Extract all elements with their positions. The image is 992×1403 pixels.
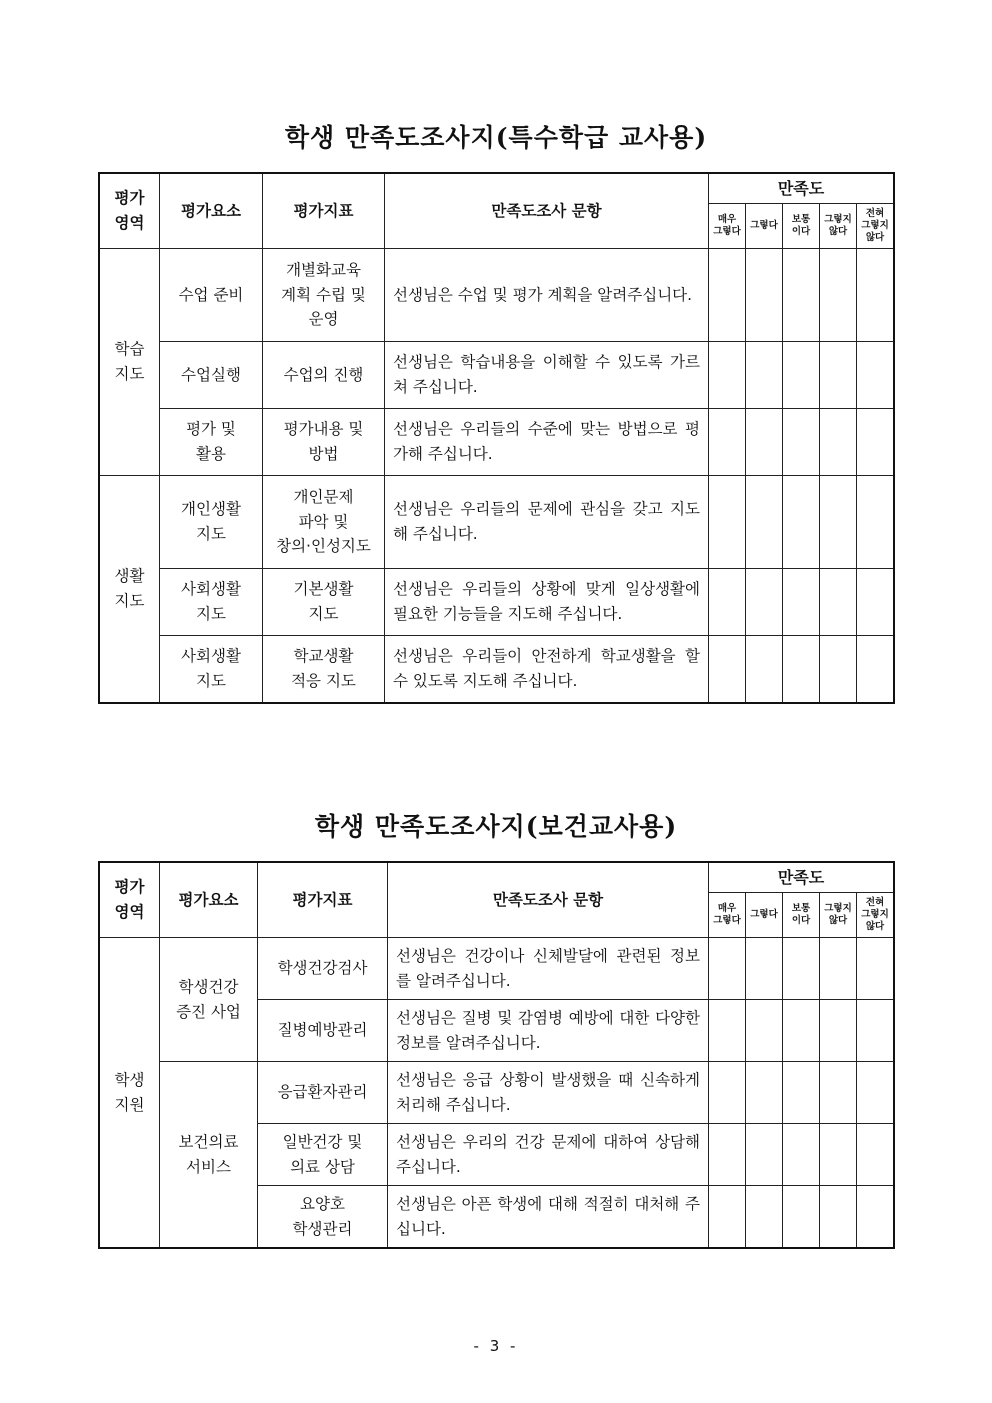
question-cell: 선생님은 우리들이 안전하게 학교생활을 할 수 있도록 지도해 주십니다. [385,636,709,703]
question-cell: 선생님은 우리들의 상황에 맞게 일상생활에 필요한 기능들을 지도해 주십니다. [385,569,709,636]
rating-cell[interactable] [783,409,820,476]
rating-cell[interactable] [709,636,746,703]
element-cell: 수업실행 [160,342,263,409]
rating-cell[interactable] [746,476,783,569]
rating-cell[interactable] [857,1062,894,1124]
area-cell: 학생 지원 [100,938,160,1248]
rating-cell[interactable] [857,476,894,569]
rating-cell[interactable] [709,569,746,636]
survey1-title: 학생 만족도조사지(특수학급 교사용) [284,123,708,152]
rating-cell[interactable] [783,569,820,636]
header-area: 평가 영역 [100,863,160,938]
rating-cell[interactable] [857,1124,894,1186]
question-cell: 선생님은 학습내용을 이해할 수 있도록 가르쳐 주십니다. [385,342,709,409]
header-area: 평가 영역 [100,174,160,249]
rating-cell[interactable] [709,1124,746,1186]
option-disagree: 그렇지 않다 [820,893,857,938]
rating-cell[interactable] [746,409,783,476]
rating-cell[interactable] [783,1186,820,1248]
rating-cell[interactable] [746,1186,783,1248]
survey2-table [99,862,894,1248]
table-row [100,636,894,703]
rating-cell[interactable] [857,569,894,636]
element-cell: 수업 준비 [160,249,263,342]
rating-cell[interactable] [820,249,857,342]
element-cell: 사회생활 지도 [160,636,263,703]
rating-cell[interactable] [783,1000,820,1062]
element-cell: 학생건강 증진 사업 [160,938,258,1062]
header-indicator: 평가지표 [263,174,385,249]
rating-cell[interactable] [820,938,857,1000]
question-cell: 선생님은 수업 및 평가 계획을 알려주십니다. [385,249,709,342]
header-question: 만족도조사 문항 [388,863,709,938]
header-indicator: 평가지표 [258,863,388,938]
table-row [100,938,894,1000]
option-neutral: 보통 이다 [783,204,820,249]
rating-cell[interactable] [746,636,783,703]
option-agree: 그렇다 [746,204,783,249]
element-cell: 보건의료 서비스 [160,1062,258,1248]
rating-cell[interactable] [746,1000,783,1062]
rating-cell[interactable] [746,249,783,342]
rating-cell[interactable] [857,938,894,1000]
survey1-table [99,173,894,703]
option-neutral: 보통 이다 [783,893,820,938]
rating-cell[interactable] [783,1062,820,1124]
rating-cell[interactable] [820,1124,857,1186]
area-cell: 생활 지도 [100,476,160,703]
rating-cell[interactable] [709,1000,746,1062]
rating-cell[interactable] [820,569,857,636]
indicator-cell: 질병예방관리 [258,1000,388,1062]
rating-cell[interactable] [783,249,820,342]
header-satisfaction: 만족도 [709,863,894,893]
rating-cell[interactable] [783,476,820,569]
header-element: 평가요소 [160,863,258,938]
rating-cell[interactable] [783,938,820,1000]
rating-cell[interactable] [746,1124,783,1186]
rating-cell[interactable] [857,249,894,342]
question-cell: 선생님은 건강이나 신체발달에 관련된 정보를 알려주십니다. [388,938,709,1000]
rating-cell[interactable] [709,476,746,569]
indicator-cell: 요양호 학생관리 [258,1186,388,1248]
page-number: - 3 - [473,1337,519,1355]
table-row [100,249,894,342]
rating-cell[interactable] [820,476,857,569]
rating-cell[interactable] [857,342,894,409]
indicator-cell: 개인문제 파악 및 창의·인성지도 [263,476,385,569]
rating-cell[interactable] [746,569,783,636]
rating-cell[interactable] [746,938,783,1000]
rating-cell[interactable] [820,636,857,703]
element-cell: 평가 및 활용 [160,409,263,476]
question-cell: 선생님은 우리의 건강 문제에 대하여 상담해 주십니다. [388,1124,709,1186]
area-cell: 학습 지도 [100,249,160,476]
option-disagree: 그렇지 않다 [820,204,857,249]
table-row [100,1062,894,1124]
question-cell: 선생님은 응급 상황이 발생했을 때 신속하게 처리해 주십니다. [388,1062,709,1124]
rating-cell[interactable] [820,1186,857,1248]
question-cell: 선생님은 우리들의 문제에 관심을 갖고 지도해 주십니다. [385,476,709,569]
rating-cell[interactable] [857,409,894,476]
rating-cell[interactable] [820,1000,857,1062]
table-row [100,569,894,636]
table-row [100,409,894,476]
rating-cell[interactable] [820,1062,857,1124]
indicator-cell: 학생건강검사 [258,938,388,1000]
option-agree: 그렇다 [746,893,783,938]
rating-cell[interactable] [783,636,820,703]
option-strongly-disagree: 전혀 그렇지 않다 [857,204,894,249]
rating-cell[interactable] [857,1186,894,1248]
indicator-cell: 일반건강 및 의료 상담 [258,1124,388,1186]
rating-cell[interactable] [820,342,857,409]
table-row [100,342,894,409]
rating-cell[interactable] [709,342,746,409]
question-cell: 선생님은 아픈 학생에 대해 적절히 대처해 주십니다. [388,1186,709,1248]
rating-cell[interactable] [820,409,857,476]
indicator-cell: 학교생활 적응 지도 [263,636,385,703]
rating-cell[interactable] [746,342,783,409]
indicator-cell: 기본생활 지도 [263,569,385,636]
header-element: 평가요소 [160,174,263,249]
rating-cell[interactable] [783,1124,820,1186]
rating-cell[interactable] [746,1062,783,1124]
indicator-cell: 응급환자관리 [258,1062,388,1124]
rating-cell[interactable] [783,342,820,409]
table-row [100,476,894,569]
indicator-cell: 평가내용 및 방법 [263,409,385,476]
header-satisfaction: 만족도 [709,174,894,204]
rating-cell[interactable] [709,249,746,342]
survey2-title: 학생 만족도조사지(보건교사용) [314,812,678,841]
question-cell: 선생님은 질병 및 감염병 예방에 대한 다양한 정보를 알려주십니다. [388,1000,709,1062]
element-cell: 개인생활 지도 [160,476,263,569]
option-strongly-agree: 매우 그렇다 [709,893,746,938]
question-cell: 선생님은 우리들의 수준에 맞는 방법으로 평가해 주십니다. [385,409,709,476]
header-question: 만족도조사 문항 [385,174,709,249]
rating-cell[interactable] [709,938,746,1000]
rating-cell[interactable] [709,409,746,476]
indicator-cell: 개별화교육 계획 수립 및 운영 [263,249,385,342]
option-strongly-disagree: 전혀 그렇지 않다 [857,893,894,938]
indicator-cell: 수업의 진행 [263,342,385,409]
rating-cell[interactable] [709,1062,746,1124]
rating-cell[interactable] [857,636,894,703]
rating-cell[interactable] [857,1000,894,1062]
option-strongly-agree: 매우 그렇다 [709,204,746,249]
rating-cell[interactable] [709,1186,746,1248]
element-cell: 사회생활 지도 [160,569,263,636]
